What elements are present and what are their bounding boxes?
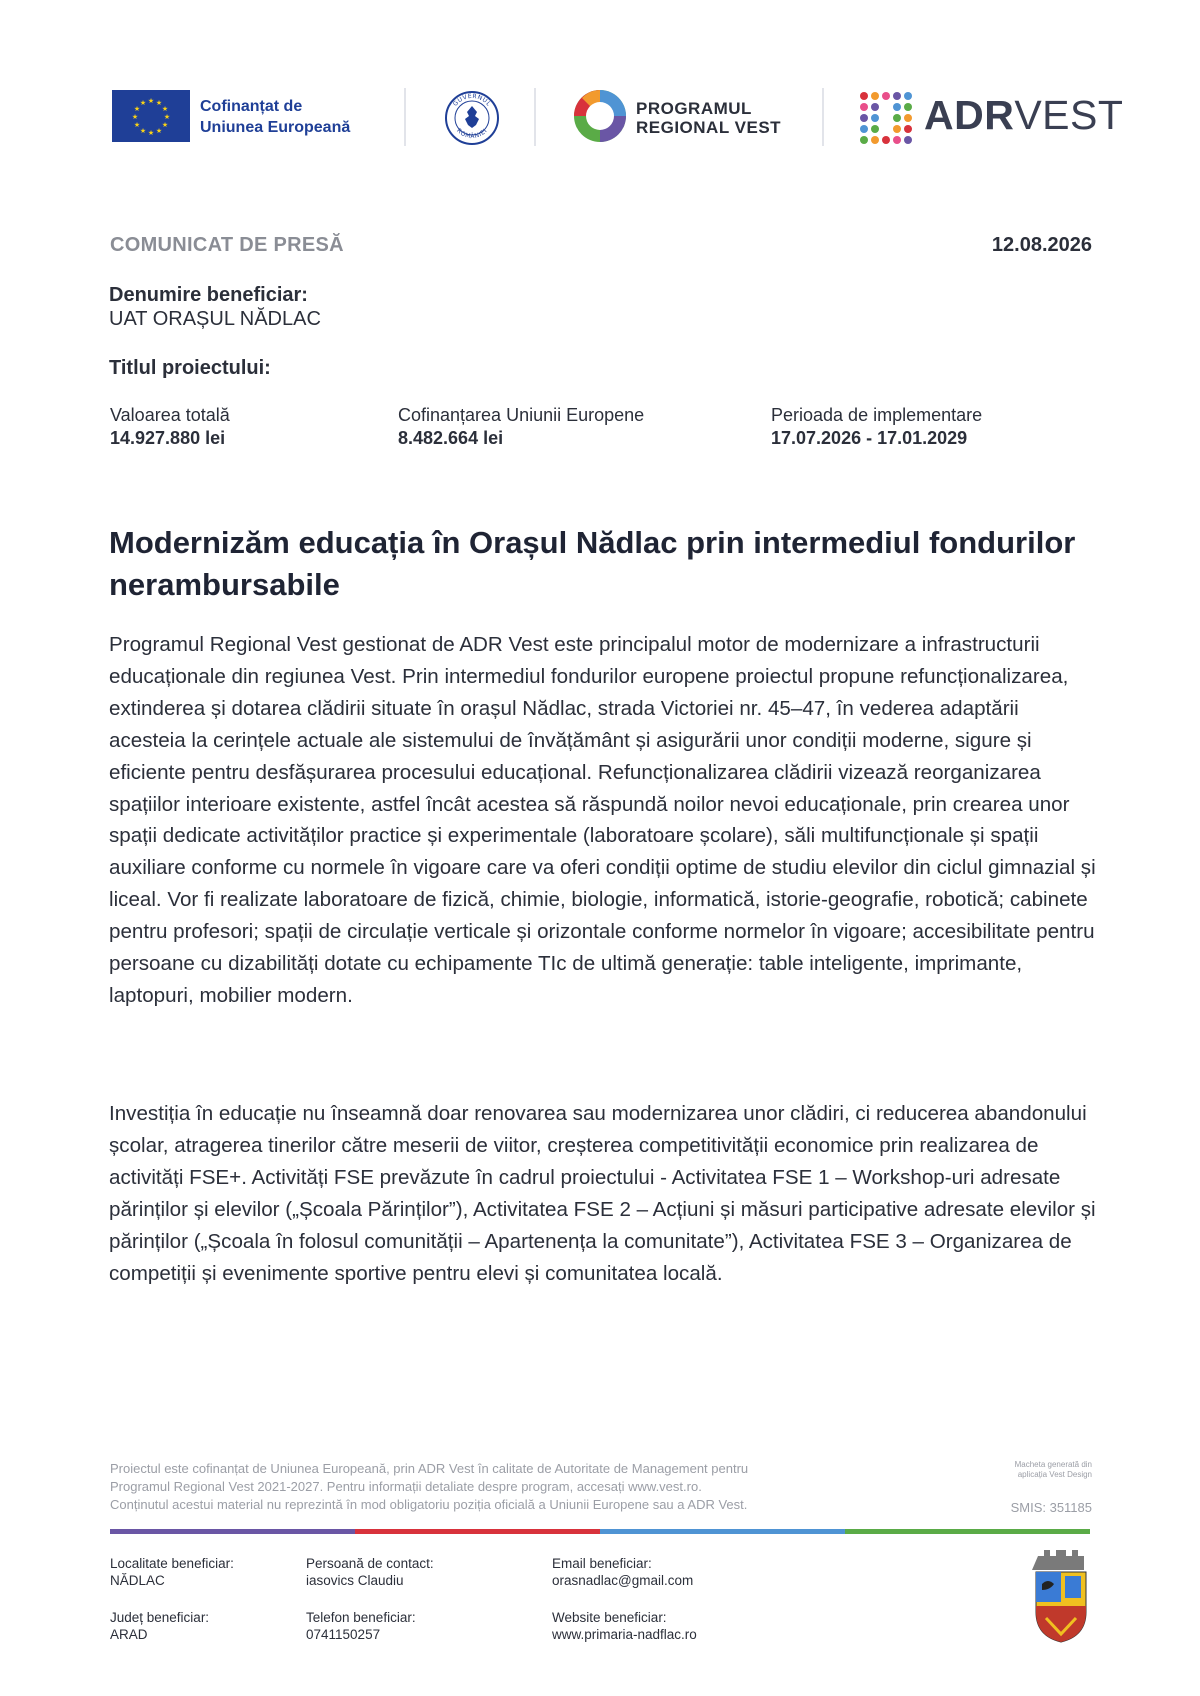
contact-label: Localitate beneficiar: bbox=[110, 1556, 234, 1571]
svg-text:★: ★ bbox=[161, 105, 169, 113]
smis-code: SMIS: 351185 bbox=[1010, 1500, 1092, 1515]
contact-locality bbox=[110, 1555, 234, 1589]
svg-text:★: ★ bbox=[133, 105, 141, 113]
beneficiary-value: UAT ORAȘUL NĂDLAC bbox=[109, 308, 321, 330]
programul-regional-vest-text bbox=[636, 99, 781, 137]
eu-flag-icon bbox=[112, 90, 190, 142]
eu-logo-line-1: Cofinanțat de bbox=[200, 98, 303, 115]
svg-text:★: ★ bbox=[155, 127, 163, 135]
svg-text:★: ★ bbox=[163, 113, 171, 121]
color-bar-green bbox=[845, 1529, 1090, 1534]
disclaimer-line: Proiectul este cofinanțat de Uniunea Europeană, prin ADR Vest în calitate de Autoritate de Management pentru bbox=[110, 1461, 749, 1476]
svg-text:★: ★ bbox=[139, 127, 147, 135]
svg-text:★: ★ bbox=[133, 121, 141, 129]
contact-label: Telefon beneficiar: bbox=[306, 1610, 416, 1625]
logo-divider bbox=[822, 88, 824, 146]
svg-text:★: ★ bbox=[161, 121, 169, 129]
article-paragraph-1: Programul Regional Vest gestionat de ADR Vest este principalul motor de modernizare a infrastructurii educaționale din regiunea Vest. Prin intermediul fondurilor europene proiectul propune refuncționalizarea, extinderea și dotarea clădirii situate în orașul Nădlac, strada Victoriei nr. 45–47, în vederea adaptării acesteia la cerințele actuale ale sistemului de învățământ și asigurării unor condiții moderne, sigure și eficiente pentru desfășurarea procesului educațional. Refuncționalizarea clădirii vizează reorganizarea spațiilor interioare existente, astfel încât acestea să răspundă noilor nevoi educaționale, prin crearea unor spații dedicate activităților practice și experimentale (laboratoare școlare), săli multifuncționale și spații auxiliare conforme cu normele în vigoare care va oferi condiții optime de studiu elevilor din ciclul gimnazial și liceal. Vor fi realizate laboratoare de fizică, chimie, biologie, informatică, istorie-geografie, robotică; cabinete pentru profesori; spații de circulație verticale și orizontale conforme normelor în vigoare; accesibilitate pentru persoane cu dizabilități dotate cu echipamente TIc de ultimă generație: table inteligente, imprimante, laptopuri, mobilier modern. bbox=[109, 633, 1096, 1007]
contact-county bbox=[110, 1609, 209, 1643]
svg-text:★: ★ bbox=[131, 113, 139, 121]
adr-wordmark-bold: ADR bbox=[924, 92, 1015, 138]
svg-text:★: ★ bbox=[155, 99, 163, 107]
beneficiary-label: Denumire beneficiar: bbox=[109, 284, 308, 306]
contact-label: Website beneficiar: bbox=[552, 1610, 667, 1625]
contact-person bbox=[306, 1555, 434, 1589]
article-paragraph-2: Investiția în educație nu înseamnă doar renovarea sau modernizarea unor clădiri, ci reducerea abandonului școlar, atragerea tinerilor către meserii de viitor, creșterea competitivității economice prin realizarea de activități FSE+. Activități FSE prevăzute în cadrul proiectului - Activitatea FSE 1 – Workshop-uri adresate părinților și elevilor („Școala Părinților”), Activitatea FSE 2 – Acțiuni și măsuri participative adresate elevilor și părinților („Școala în folosul comunității – Apartenența la comunitate”), Activitatea FSE 3 – Organizarea de competiții și evenimente sportive pentru elevi și comunitatea locală. bbox=[109, 1102, 1096, 1285]
logo-divider bbox=[534, 88, 536, 146]
contact-value: 0741150257 bbox=[306, 1627, 381, 1642]
contact-label: Județ beneficiar: bbox=[110, 1610, 210, 1625]
adr-vest-dots-icon bbox=[858, 90, 914, 151]
contact-label: Email beneficiar: bbox=[552, 1556, 652, 1571]
government-seal-icon bbox=[444, 90, 500, 151]
svg-text:GUVERNUL: GUVERNUL bbox=[451, 92, 493, 108]
svg-text:★: ★ bbox=[139, 99, 147, 107]
total-value: 14.927.880 lei bbox=[110, 428, 226, 448]
contact-value: NĂDLAC bbox=[110, 1573, 165, 1588]
adr-wordmark-light: VEST bbox=[1014, 92, 1124, 138]
svg-text:★: ★ bbox=[147, 97, 155, 105]
press-release-date: 12.08.2026 bbox=[991, 234, 1092, 256]
color-bar-red bbox=[355, 1529, 600, 1534]
contact-label: Persoană de contact: bbox=[306, 1556, 434, 1571]
implementation-period-value: 17.07.2026 - 17.01.2029 bbox=[771, 428, 968, 448]
press-release-title: COMUNICAT DE PRESĂ bbox=[110, 234, 344, 256]
svg-text:ROMÂNIEI: ROMÂNIEI bbox=[455, 127, 489, 141]
prv-line-3: VEST bbox=[734, 118, 782, 137]
disclaimer-line: Programul Regional Vest 2021-2027. Pentru informații detaliate despre program, accesați www.vest.ro. bbox=[110, 1479, 702, 1494]
disclaimer-line: Conținutul acestui material nu reprezintă în mod obligatoriu poziția oficială a Uniunii Europene sau a ADR Vest. bbox=[110, 1497, 748, 1512]
programul-regional-vest-logo-icon bbox=[572, 88, 628, 149]
contact-value[interactable]: orasnadlac@gmail.com bbox=[552, 1573, 694, 1588]
prv-line-1: PROGRAMUL bbox=[636, 99, 752, 118]
contact-value: iasovics Claudiu bbox=[306, 1573, 404, 1588]
article-headline: Modernizăm educația în Orașul Nădlac prin intermediul fondurilor nerambursabile bbox=[109, 525, 1076, 602]
eu-stars bbox=[112, 90, 190, 142]
eu-cofinancing-label: Cofinanțarea Uniunii Europene bbox=[398, 405, 645, 425]
nadlac-coat-of-arms-icon bbox=[1032, 1548, 1090, 1649]
color-bar-purple bbox=[110, 1529, 355, 1534]
eu-logo-line-2: Uniunea Europeană bbox=[200, 119, 351, 136]
macheta-line: aplicația Vest Design bbox=[1017, 1470, 1092, 1479]
logo-divider bbox=[404, 88, 406, 146]
eu-cofinancing-value: 8.482.664 lei bbox=[398, 428, 504, 448]
color-bar-blue bbox=[600, 1529, 845, 1534]
adr-vest-wordmark bbox=[924, 92, 1123, 139]
contact-phone bbox=[306, 1609, 416, 1643]
contact-website bbox=[552, 1609, 697, 1643]
eu-logo-text bbox=[200, 96, 350, 138]
contact-value[interactable]: www.primaria-nadflac.ro bbox=[552, 1627, 697, 1642]
project-title-label: Titlul proiectului: bbox=[109, 357, 271, 379]
contact-value: ARAD bbox=[110, 1627, 148, 1642]
prv-line-2: REGIONAL bbox=[636, 118, 730, 137]
contact-email bbox=[552, 1555, 693, 1589]
implementation-period-label: Perioada de implementare bbox=[771, 405, 983, 425]
footer-color-bar bbox=[110, 1529, 1090, 1534]
svg-text:★: ★ bbox=[147, 129, 155, 137]
total-value-label: Valoarea totală bbox=[110, 405, 230, 425]
macheta-note bbox=[982, 1460, 1092, 1480]
macheta-line: Macheta generată din bbox=[1014, 1460, 1092, 1469]
funding-disclaimer bbox=[110, 1460, 930, 1514]
